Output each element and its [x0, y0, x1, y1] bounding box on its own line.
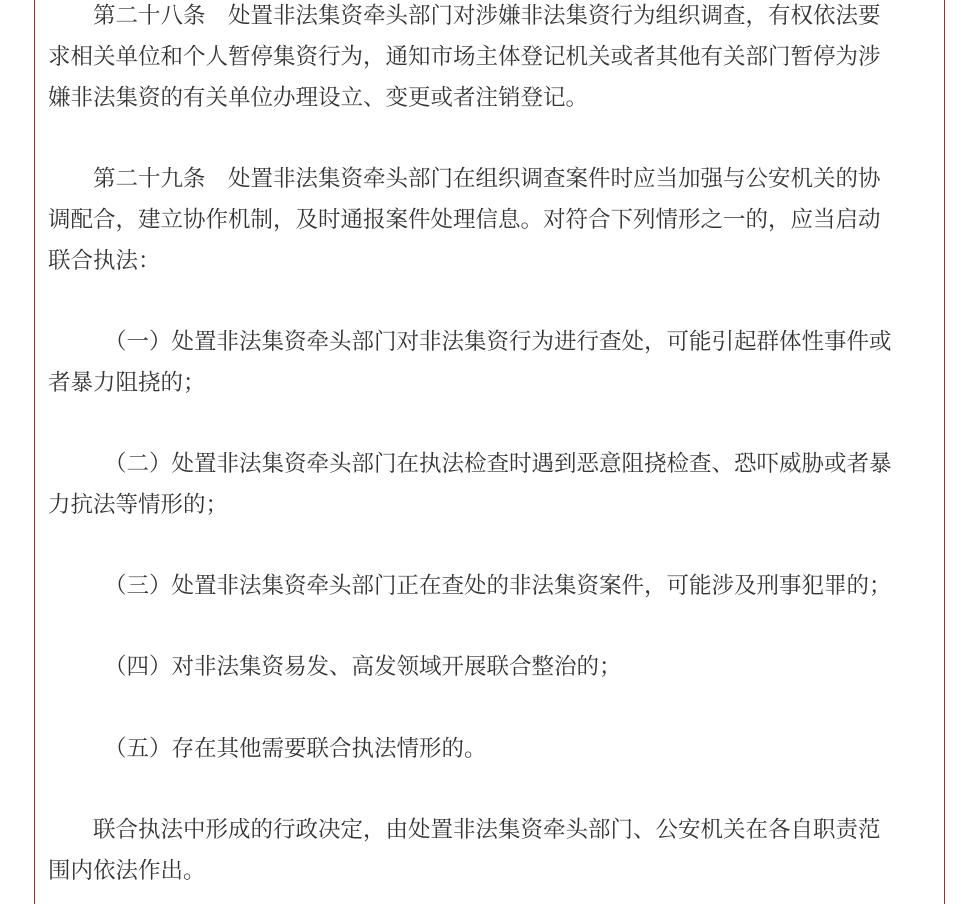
text-line: （三）处置非法集资牵头部门正在查处的非法集资案件，可能涉及刑事犯罪的； [104, 573, 892, 599]
paragraph-article-29 [48, 159, 934, 282]
text-line: 者暴力阻挠的； [48, 370, 206, 396]
text-line: 调配合，建立协作机制，及时通报案件处理信息。对符合下列情形之一的，应当启动 [48, 207, 881, 233]
text-line: 求相关单位和个人暂停集资行为，通知市场主体登记机关或者其他有关部门暂停为涉 [48, 44, 881, 70]
text-line: （一）处置非法集资牵头部门对非法集资行为进行查处，可能引起群体性事件或 [104, 329, 892, 355]
paragraph-item-1 [48, 322, 934, 404]
text-line: 围内依法作出。 [48, 858, 206, 884]
paragraph-article-28 [48, 0, 934, 119]
text-line: 联合执法： [48, 248, 161, 274]
paragraph-item-5 [48, 729, 934, 770]
text-line: 嫌非法集资的有关单位办理设立、变更或者注销登记。 [48, 85, 589, 111]
text-line: 力抗法等情形的； [48, 492, 229, 518]
text-line: 联合执法中形成的行政决定，由处置非法集资牵头部门、公安机关在各自职责范 [93, 817, 881, 843]
text-line: （四）对非法集资易发、高发领域开展联合整治的； [104, 654, 622, 680]
text-line: 第二十九条 处置非法集资牵头部门在组织调查案件时应当加强与公安机关的协 [93, 166, 881, 192]
paragraph-item-3 [48, 566, 934, 607]
paragraph-item-4 [48, 647, 934, 688]
text-line: （二）处置非法集资牵头部门在执法检查时遇到恶意阻挠检查、恐吓威胁或者暴 [104, 451, 892, 477]
paragraph-joint-decision [48, 810, 934, 892]
text-line: 第二十八条 处置非法集资牵头部门对涉嫌非法集资行为组织调查，有权依法要 [93, 3, 881, 29]
paragraph-item-2 [48, 444, 934, 526]
text-line: （五）存在其他需要联合执法情形的。 [104, 736, 487, 762]
